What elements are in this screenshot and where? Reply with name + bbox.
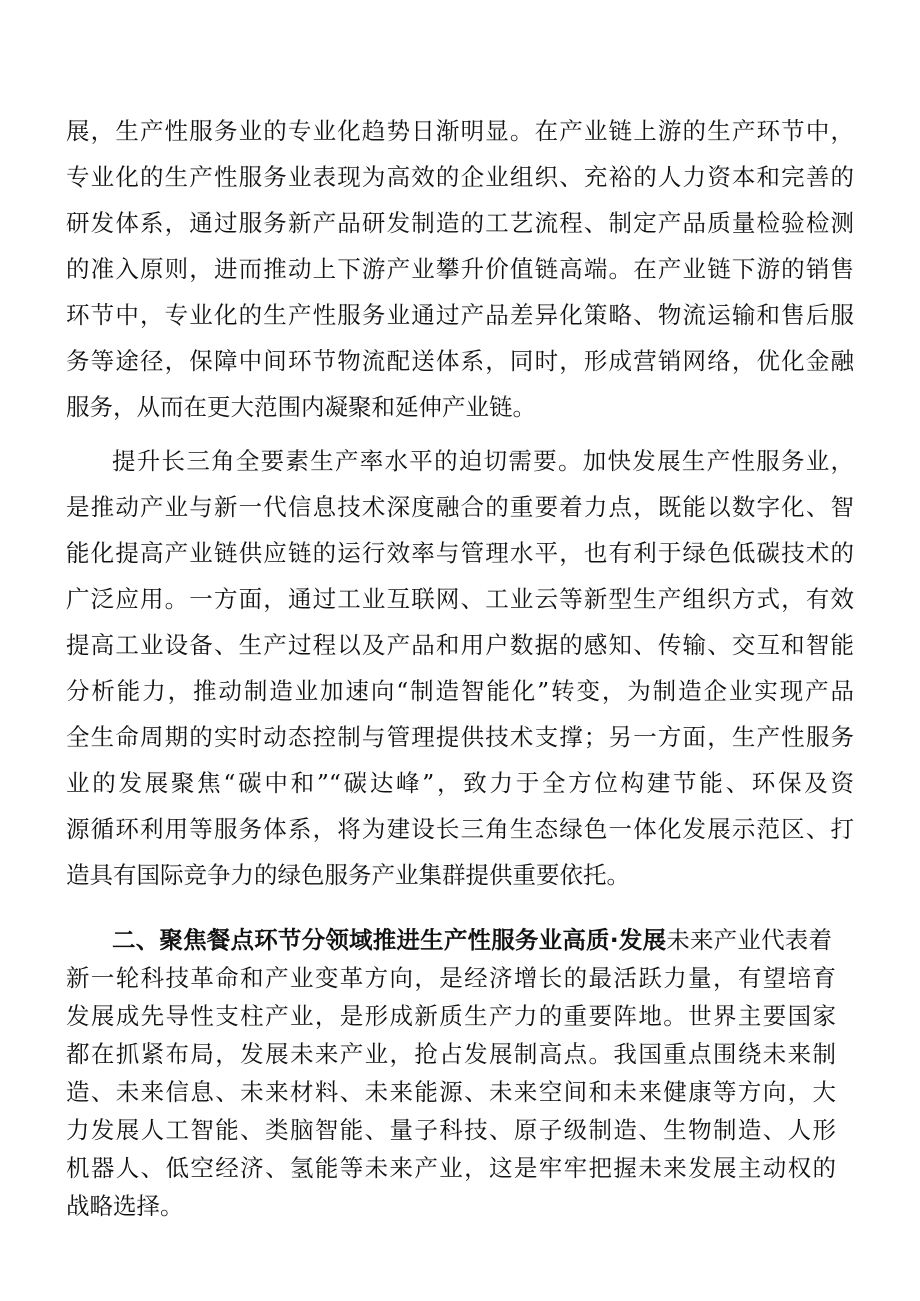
text-line: 的准入原则，进而推动上下游产业攀升价值链高端。在产业链下游的销售 [66, 255, 854, 283]
text-line: 务等途径，保障中间环节物流配送体系，同时，形成营销网络，优化金融 [66, 347, 854, 375]
text-line: 造、未来信息、未来材料、未来能源、未来空间和未来健康等方向，大 [66, 1078, 836, 1106]
section-heading-line [112, 920, 832, 960]
text-line: 业的发展聚焦“碳中和”“碳达峰”，致力于全方位构建节能、环保及资 [66, 769, 854, 797]
text-line: 专业化的生产性服务业表现为高效的企业组织、充裕的人力资本和完善的 [66, 163, 854, 191]
text-line: 能化提高产业链供应链的运行效率与管理水平，也有利于绿色低碳技术的 [66, 539, 854, 567]
text-line: 环节中，专业化的生产性服务业通过产品差异化策略、物流运输和售后服 [66, 301, 854, 329]
text-line: 全生命周期的实时动态控制与管理提供技术支撑；另一方面，生产性服务 [66, 723, 854, 751]
heading-line-continuation: 未来产业代表着 [666, 926, 832, 954]
text-line: 机器人、低空经济、氢能等未来产业，这是牢牢把握未来发展主动权的 [66, 1154, 836, 1182]
text-line: 力发展人工智能、类脑智能、量子科技、原子级制造、生物制造、人形 [66, 1116, 836, 1144]
text-line: 展，生产性服务业的专业化趋势日渐明显。在产业链上游的生产环节中， [66, 117, 854, 145]
text-line: 是推动产业与新一代信息技术深度融合的重要着力点，既能以数字化、智 [66, 493, 854, 521]
text-line: 源循环利用等服务体系，将为建设长三角生态绿色一体化发展示范区、打 [66, 815, 854, 843]
text-line: 造具有国际竞争力的绿色服务产业集群提供重要依托。 [66, 861, 630, 889]
text-line: 新一轮科技革命和产业变革方向，是经济增长的最活跃力量，有望培育 [66, 964, 836, 992]
text-line: 提高工业设备、生产过程以及产品和用户数据的感知、传输、交互和智能 [66, 631, 854, 659]
text-line: 广泛应用。一方面，通过工业互联网、工业云等新型生产组织方式，有效 [66, 585, 854, 613]
text-line: 服务，从而在更大范围内凝聚和延伸产业链。 [66, 393, 536, 421]
section-heading: 二、聚焦餐点环节分领域推进生产性服务业高质·发展 [112, 926, 667, 954]
text-line: 战略选择。 [66, 1192, 184, 1220]
text-line: 提升长三角全要素生产率水平的迫切需要。加快发展生产性服务业， [112, 447, 854, 475]
text-line: 分析能力，推动制造业加速向“制造智能化”转变，为制造企业实现产品 [66, 677, 854, 705]
text-line: 发展成先导性支柱产业，是形成新质生产力的重要阵地。世界主要国家 [66, 1002, 836, 1030]
text-line: 都在抓紧布局，发展未来产业，抢占发展制高点。我国重点围绕未来制 [66, 1040, 836, 1068]
text-line: 研发体系，通过服务新产品研发制造的工艺流程、制定产品质量检验检测 [66, 209, 854, 237]
